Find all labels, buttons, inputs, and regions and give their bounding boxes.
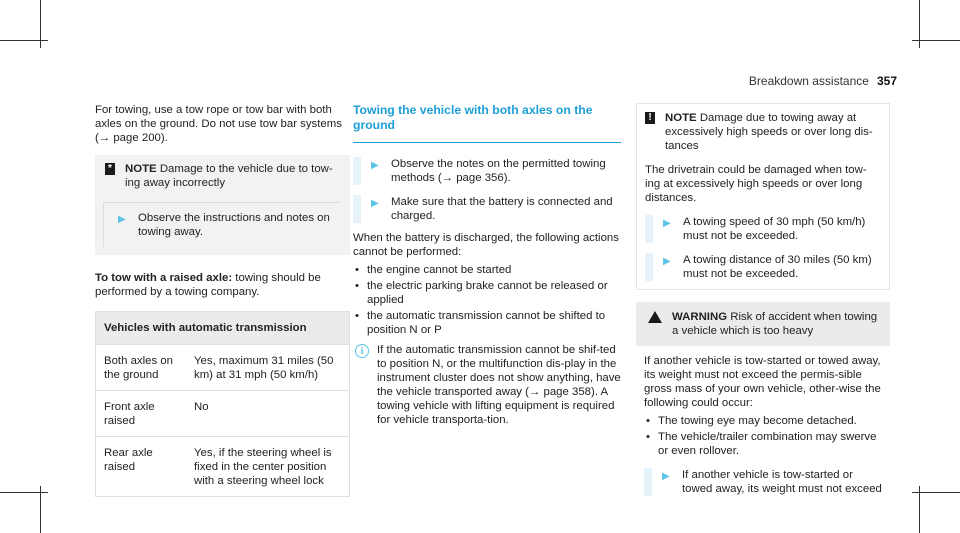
play-arrow-icon: ▶ xyxy=(371,198,379,209)
warning-action-text: If another vehicle is tow-started or towed away, its weight must not exceed xyxy=(682,469,882,495)
step-stripe xyxy=(644,468,652,496)
note-action-text: Observe the instructions and notes on towing away. xyxy=(138,212,330,238)
warning-icon xyxy=(648,311,662,323)
intro-text: For towing, use a tow rope or tow bar with both axles on the ground. Do not use tow bar systems (→ page 200). xyxy=(95,104,342,144)
crop-mark xyxy=(0,40,48,41)
play-arrow-icon: ▶ xyxy=(663,256,671,267)
warning-box xyxy=(636,302,890,496)
note-text: Damage to the vehicle due to tow-ing away incorrectly xyxy=(125,163,333,189)
list-item: • the automatic transmission cannot be shifted to position N or P xyxy=(353,309,621,337)
bullet-list xyxy=(353,263,621,337)
play-arrow-icon: ▶ xyxy=(118,214,126,225)
list-item: • The vehicle/trailer combination may swerve or even rollover. xyxy=(644,430,882,458)
note-body: The drivetrain could be damaged when tow-ing at excessively high speeds or over long distances. xyxy=(645,164,867,204)
note-action-box xyxy=(103,202,340,247)
battery-text: When the battery is discharged, the following actions cannot be performed: xyxy=(353,232,619,258)
column-right xyxy=(636,103,890,496)
crop-mark xyxy=(40,486,41,533)
info-icon: i xyxy=(355,344,369,358)
note-action-text: A towing distance of 30 miles (50 km) must not be exceeded. xyxy=(683,254,872,280)
step-text: Make sure that the battery is connected and charged. xyxy=(391,196,613,222)
note-icon: * xyxy=(105,163,115,175)
note-action-text: A towing speed of 30 mph (50 km/h) must not be exceeded. xyxy=(683,216,866,242)
raised-axle-label: To tow with a raised axle: xyxy=(95,272,233,284)
page-number: 357 xyxy=(876,74,897,88)
table-row xyxy=(96,345,350,391)
table-cell-label: Both axles on the ground xyxy=(96,345,187,391)
note-title: NOTE xyxy=(125,163,157,175)
crop-mark xyxy=(912,40,960,41)
crop-mark xyxy=(912,492,960,493)
table-cell-value: Yes, maximum 31 miles (50 km) at 31 mph (50 km/h) xyxy=(186,345,350,391)
section-title: Breakdown assistance xyxy=(748,74,869,88)
note-box xyxy=(636,103,890,290)
note-icon: ! xyxy=(645,112,655,124)
bullet-list xyxy=(644,414,882,458)
play-arrow-icon: ▶ xyxy=(371,160,379,171)
column-middle xyxy=(353,103,621,427)
info-block xyxy=(353,343,621,427)
warning-text: Risk of accident when towing a vehicle which is too heavy xyxy=(672,311,878,337)
towing-table xyxy=(95,311,350,497)
raised-axle-body: towing should be performed by a towing company. xyxy=(95,272,321,298)
note-title: NOTE xyxy=(665,112,697,124)
warning-title: WARNING xyxy=(672,311,728,323)
warning-body: If another vehicle is tow-started or towed away, its weight must not exceed the permis-sible gross mass of your own vehicle, other-wise the following could occur: xyxy=(644,355,881,409)
play-arrow-icon: ▶ xyxy=(663,218,671,229)
page-header xyxy=(749,74,897,88)
note-box xyxy=(95,155,350,255)
step-stripe xyxy=(645,253,653,281)
table-cell-value: Yes, if the steering wheel is fixed in the center position with a steering wheel lock xyxy=(186,437,350,497)
table-cell-value: No xyxy=(186,391,350,437)
section-heading: Towing the vehicle with both axles on the ground xyxy=(353,103,621,143)
list-item: • The towing eye may become detached. xyxy=(644,414,882,428)
table-cell-label: Front axle raised xyxy=(96,391,187,437)
info-text: If the automatic transmission cannot be shif-ted to position N, or the multifunction dis-play in the instrument cluster does not show anything, have the vehicle transported away (→ page 358). A towing vehicle with lifting equipment is required for vehicle transporta-tion. xyxy=(377,344,621,426)
play-arrow-icon: ▶ xyxy=(662,471,670,482)
column-left xyxy=(95,103,350,497)
list-item: • the engine cannot be started xyxy=(353,263,621,277)
table-row xyxy=(96,437,350,497)
table-row xyxy=(96,391,350,437)
raised-axle-text xyxy=(95,271,350,299)
step-text: Observe the notes on the permitted towing methods (→ page 356). xyxy=(391,158,606,184)
list-item: • the electric parking brake cannot be released or applied xyxy=(353,279,621,307)
crop-mark xyxy=(0,492,48,493)
step-stripe xyxy=(645,215,653,243)
step-stripe xyxy=(353,195,361,223)
note-text: Damage due to towing away at excessively high speeds or over long dis-tances xyxy=(665,112,873,152)
step-stripe xyxy=(353,157,361,185)
table-cell-label: Rear axle raised xyxy=(96,437,187,497)
crop-mark xyxy=(919,486,920,533)
table-header: Vehicles with automatic transmission xyxy=(96,312,350,345)
